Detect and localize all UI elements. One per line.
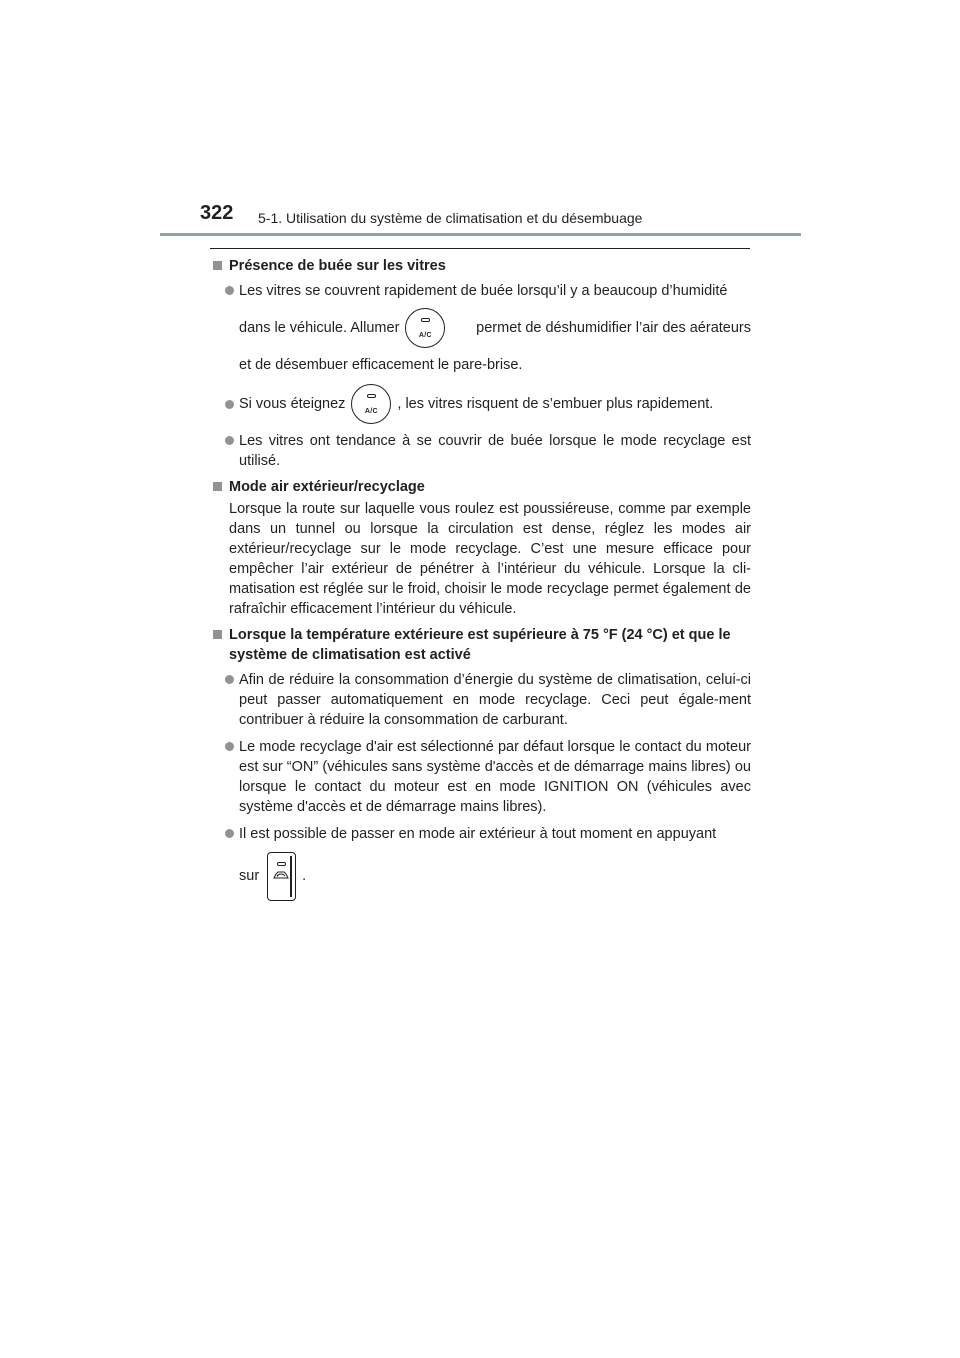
list-item xyxy=(210,670,751,730)
square-bullet-icon xyxy=(213,630,222,639)
paragraph: Lorsque la route sur laquelle vous roulez est poussiéreuse, comme par exemple dans un tunnel ou lorsque la circulation est dense, réglez les modes air extérieur/recyclage sur le mode recyclage. C’est une mesure efficace pour empêcher l’air extérieur de pénétrer à l’intérieur du véhicule. Lorsque la cli-matisation est réglée sur le froid, choisir le mode recyclage permet également de rafraîchir efficacement l’intérieur du véhicule. xyxy=(229,501,751,617)
page-number: 322 xyxy=(200,202,234,224)
list-item-text: , les vitres risquent de s’embuer plus rapidement. xyxy=(397,396,714,412)
list-item-text: Les vitres se couvrent rapidement de buée lorsqu’il y a beaucoup d’humidité xyxy=(239,283,728,299)
section-title: Lorsque la température extérieure est supérieure à 75 °F (24 °C) et que le système de climatisation est activé xyxy=(229,627,731,663)
section-heading xyxy=(210,256,751,276)
ac-button-icon xyxy=(351,384,391,424)
list-item-text: dans le véhicule. Allumer xyxy=(239,320,400,336)
section-heading xyxy=(210,625,751,665)
content-rule xyxy=(210,248,750,249)
round-bullet-icon xyxy=(225,742,234,751)
square-bullet-icon xyxy=(213,261,222,270)
square-bullet-icon xyxy=(213,482,222,491)
ac-label: A/C xyxy=(418,332,432,339)
list-item xyxy=(210,383,751,425)
list-item xyxy=(210,281,751,375)
ac-button-icon xyxy=(405,308,445,348)
list-item-text: Afin de réduire la consommation d’énergie du système de climatisation, celui-ci peut passer automatiquement en mode recyclage. Ceci peut égale-ment contribuer à réduire la consommation de carburant. xyxy=(239,672,751,728)
list-item xyxy=(210,824,751,902)
list-item-text: sur xyxy=(239,868,260,884)
header-rule xyxy=(160,233,801,236)
list-item-text: et de désembuer efficacement le pare-brise. xyxy=(239,357,523,373)
button-edge xyxy=(290,856,292,897)
round-bullet-icon xyxy=(225,436,234,445)
car-recirculation-icon xyxy=(273,870,289,880)
round-bullet-icon xyxy=(225,286,234,295)
list-item-text: . xyxy=(302,868,307,884)
round-bullet-icon xyxy=(225,675,234,684)
list-item-text: Il est possible de passer en mode air extérieur à tout moment en appuyant xyxy=(239,826,717,842)
indicator-light-icon xyxy=(421,318,430,322)
list-item-text: permet de déshumidifier l’air des aérateurs xyxy=(476,320,751,336)
list-item xyxy=(210,431,751,471)
round-bullet-icon xyxy=(225,400,234,409)
list-item xyxy=(210,737,751,817)
section-title: Mode air extérieur/recyclage xyxy=(229,479,425,495)
list-item-text: Le mode recyclage d'air est sélectionné par défaut lorsque le contact du moteur est sur “ON” (véhicules sans système d'accès et de démarrage mains libres) ou lorsque le contact du moteur est en mode IGNITION ON (véhicules avec système d'accès et de démarrage mains libres). xyxy=(239,739,751,815)
list-item-text: Les vitres ont tendance à se couvrir de buée lorsque le mode recyclage est utilisé. xyxy=(239,433,751,469)
recirculation-button-icon xyxy=(267,852,296,901)
indicator-light-icon xyxy=(367,394,376,398)
chapter-title: 5-1. Utilisation du système de climatisation et du désembuage xyxy=(258,210,643,226)
round-bullet-icon xyxy=(225,829,234,838)
ac-label: A/C xyxy=(364,408,378,415)
page-content xyxy=(210,256,751,902)
section-heading xyxy=(210,477,751,497)
indicator-light-icon xyxy=(277,862,286,866)
list-item-text: Si vous éteignez xyxy=(239,396,346,412)
section-title: Présence de buée sur les vitres xyxy=(229,258,446,274)
